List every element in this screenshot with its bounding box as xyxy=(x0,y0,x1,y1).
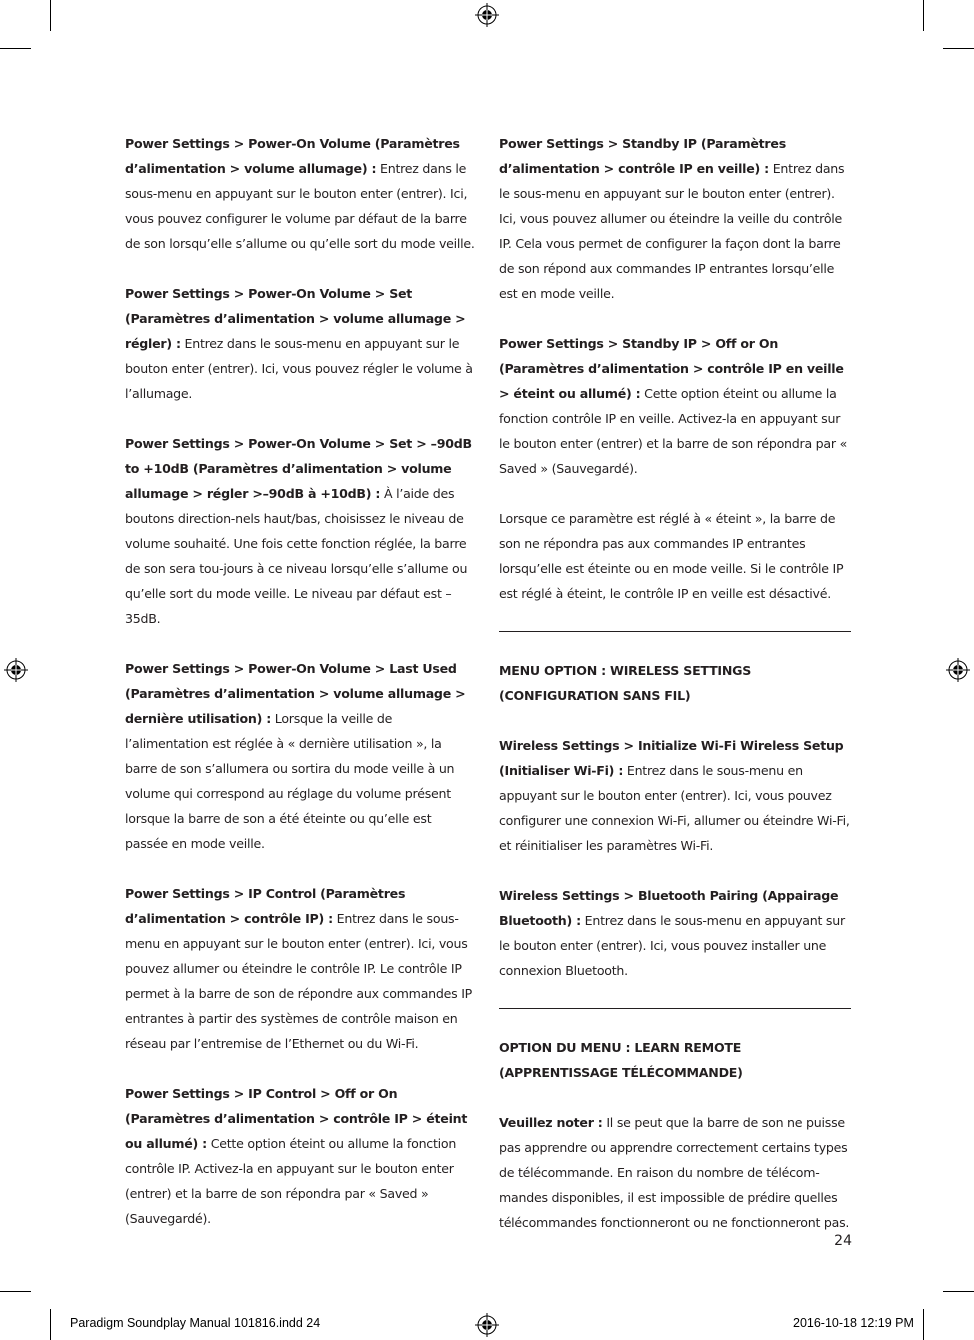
section-heading: MENU OPTION : WIRELESS SETTINGS (CONFIGURATION SANS FIL) xyxy=(499,663,752,703)
crop-mark xyxy=(943,48,974,49)
right-column xyxy=(499,131,851,1260)
page-number: 24 xyxy=(834,1233,852,1249)
paragraph: Wireless Settings > Bluetooth Pairing (Appairage Bluetooth) : Entrez dans le sous-menu en appuyant sur le bouton enter (entrer). Ici, vous pouvez installer une connexion Bluetooth. xyxy=(499,888,845,978)
paragraph: Power Settings > Standby IP > Off or On (Paramètres d’alimentation > contrôle IP en veille > éteint ou allumé) : Cette option éteint ou allume la fonction contrôle IP en veille. Activez-la en appuyant sur le bouton enter (entrer) et la barre de son répondra par « Saved » (Sauvegardé). xyxy=(499,336,848,476)
registration-mark-icon xyxy=(475,3,499,27)
paragraph: Lorsque ce paramètre est réglé à « éteint », la barre de son ne répondra pas aux commandes IP entrantes lorsqu’elle est éteinte ou en mode veille. Si le contrôle IP est réglé à éteint, le contrôle IP en veille est désactivé. xyxy=(499,511,844,601)
crop-mark xyxy=(923,1309,924,1340)
section-divider xyxy=(499,1008,851,1009)
paragraph: Power Settings > Power-On Volume > Last Used (Paramètres d’alimentation > volume allumage > dernière utilisation) : Lorsque la veille de l’alimentation est réglée à « dernière utilisation », la barre de son s’allumera ou sortira du mode veille à un volume qui correspond au réglage du volume présent lorsque la barre de son a été éteinte ou qu’elle est passée en mode veille. xyxy=(125,661,466,851)
paragraph: Power Settings > IP Control > Off or On (Paramètres d’alimentation > contrôle IP > éteint ou allumé) : Cette option éteint ou allume la fonction contrôle IP. Activez-la en appuyant sur le bouton enter (entrer) et la barre de son répondra par « Saved » (Sauvegardé). xyxy=(125,1086,468,1226)
paragraph: Power Settings > Power-On Volume > Set > –90dB to +10dB (Paramètres d’alimentation > volume allumage > régler >–90dB à +10dB) : À l’aide des boutons direction-nels haut/bas, choisissez le niveau de volume souhaité. Une fois cette fonction réglée, la barre de son sera tou-jours à ce niveau lorsqu’elle s’allume ou qu’elle sort du mode veille. Le niveau par défaut est –35dB. xyxy=(125,436,472,626)
slug-date: 2016-10-18 12:19 PM xyxy=(793,1316,914,1330)
registration-mark-icon xyxy=(475,1313,499,1337)
paragraph: Power Settings > IP Control (Paramètres d’alimentation > contrôle IP) : Entrez dans le sous-menu en appuyant sur le bouton enter (entrer). Ici, vous pouvez allumer ou éteindre le contrôle IP. Le contrôle IP permet à la barre de son de répondre aux commandes IP entrantes à partir des systèmes de contrôle maison en réseau par l’entremise de l’Ethernet ou du Wi-Fi. xyxy=(125,886,473,1051)
crop-mark xyxy=(943,1291,974,1292)
left-column xyxy=(125,131,477,1256)
paragraph: Veuillez noter : Il se peut que la barre de son ne puisse pas apprendre ou apprendre correctement certains types de télécommande. En raison du nombre de télécom-mandes disponibles, il est impossible de prédire quelles télécommandes fonctionneront ou ne fonctionneront pas. xyxy=(499,1115,850,1230)
paragraph: Wireless Settings > Initialize Wi-Fi Wireless Setup (Initialiser Wi-Fi) : Entrez dans le sous-menu en appuyant sur le bouton enter (entrer). Ici, vous pouvez configurer une connexion Wi-Fi, allumer ou éteindre Wi-Fi, et réinitialiser les paramètres Wi-Fi. xyxy=(499,738,850,853)
crop-mark xyxy=(50,0,51,31)
registration-mark-icon xyxy=(4,658,28,682)
crop-mark xyxy=(923,0,924,31)
slug-file-name: Paradigm Soundplay Manual 101816.indd 24 xyxy=(70,1316,321,1330)
paragraph: Power Settings > Power-On Volume (Paramètres d’alimentation > volume allumage) : Entrez dans le sous-menu en appuyant sur le bouton enter (entrer). Ici, vous pouvez configurer le volume par défaut de la barre de son lorsqu’elle s’allume ou qu’elle sort du mode veille. xyxy=(125,136,475,251)
crop-mark xyxy=(50,1309,51,1340)
registration-mark-icon xyxy=(946,658,970,682)
section-divider xyxy=(499,631,851,632)
crop-mark xyxy=(0,1291,31,1292)
crop-mark xyxy=(0,48,31,49)
paragraph: Power Settings > Power-On Volume > Set (Paramètres d’alimentation > volume allumage > régler) : Entrez dans le sous-menu en appuyant sur le bouton enter (entrer). Ici, vous pouvez régler le volume à l’allumage. xyxy=(125,286,473,401)
section-heading: OPTION DU MENU : LEARN REMOTE (APPRENTISSAGE TÉLÉCOMMANDE) xyxy=(499,1040,743,1080)
paragraph: Power Settings > Standby IP (Paramètres d’alimentation > contrôle IP en veille) : Entrez dans le sous-menu en appuyant sur le bouton enter (entrer). Ici, vous pouvez allumer ou éteindre la veille du contrôle IP. Cela vous permet de configurer la façon dont la barre de son répond aux commandes IP entrantes lorsqu’elle est en mode veille. xyxy=(499,136,845,301)
